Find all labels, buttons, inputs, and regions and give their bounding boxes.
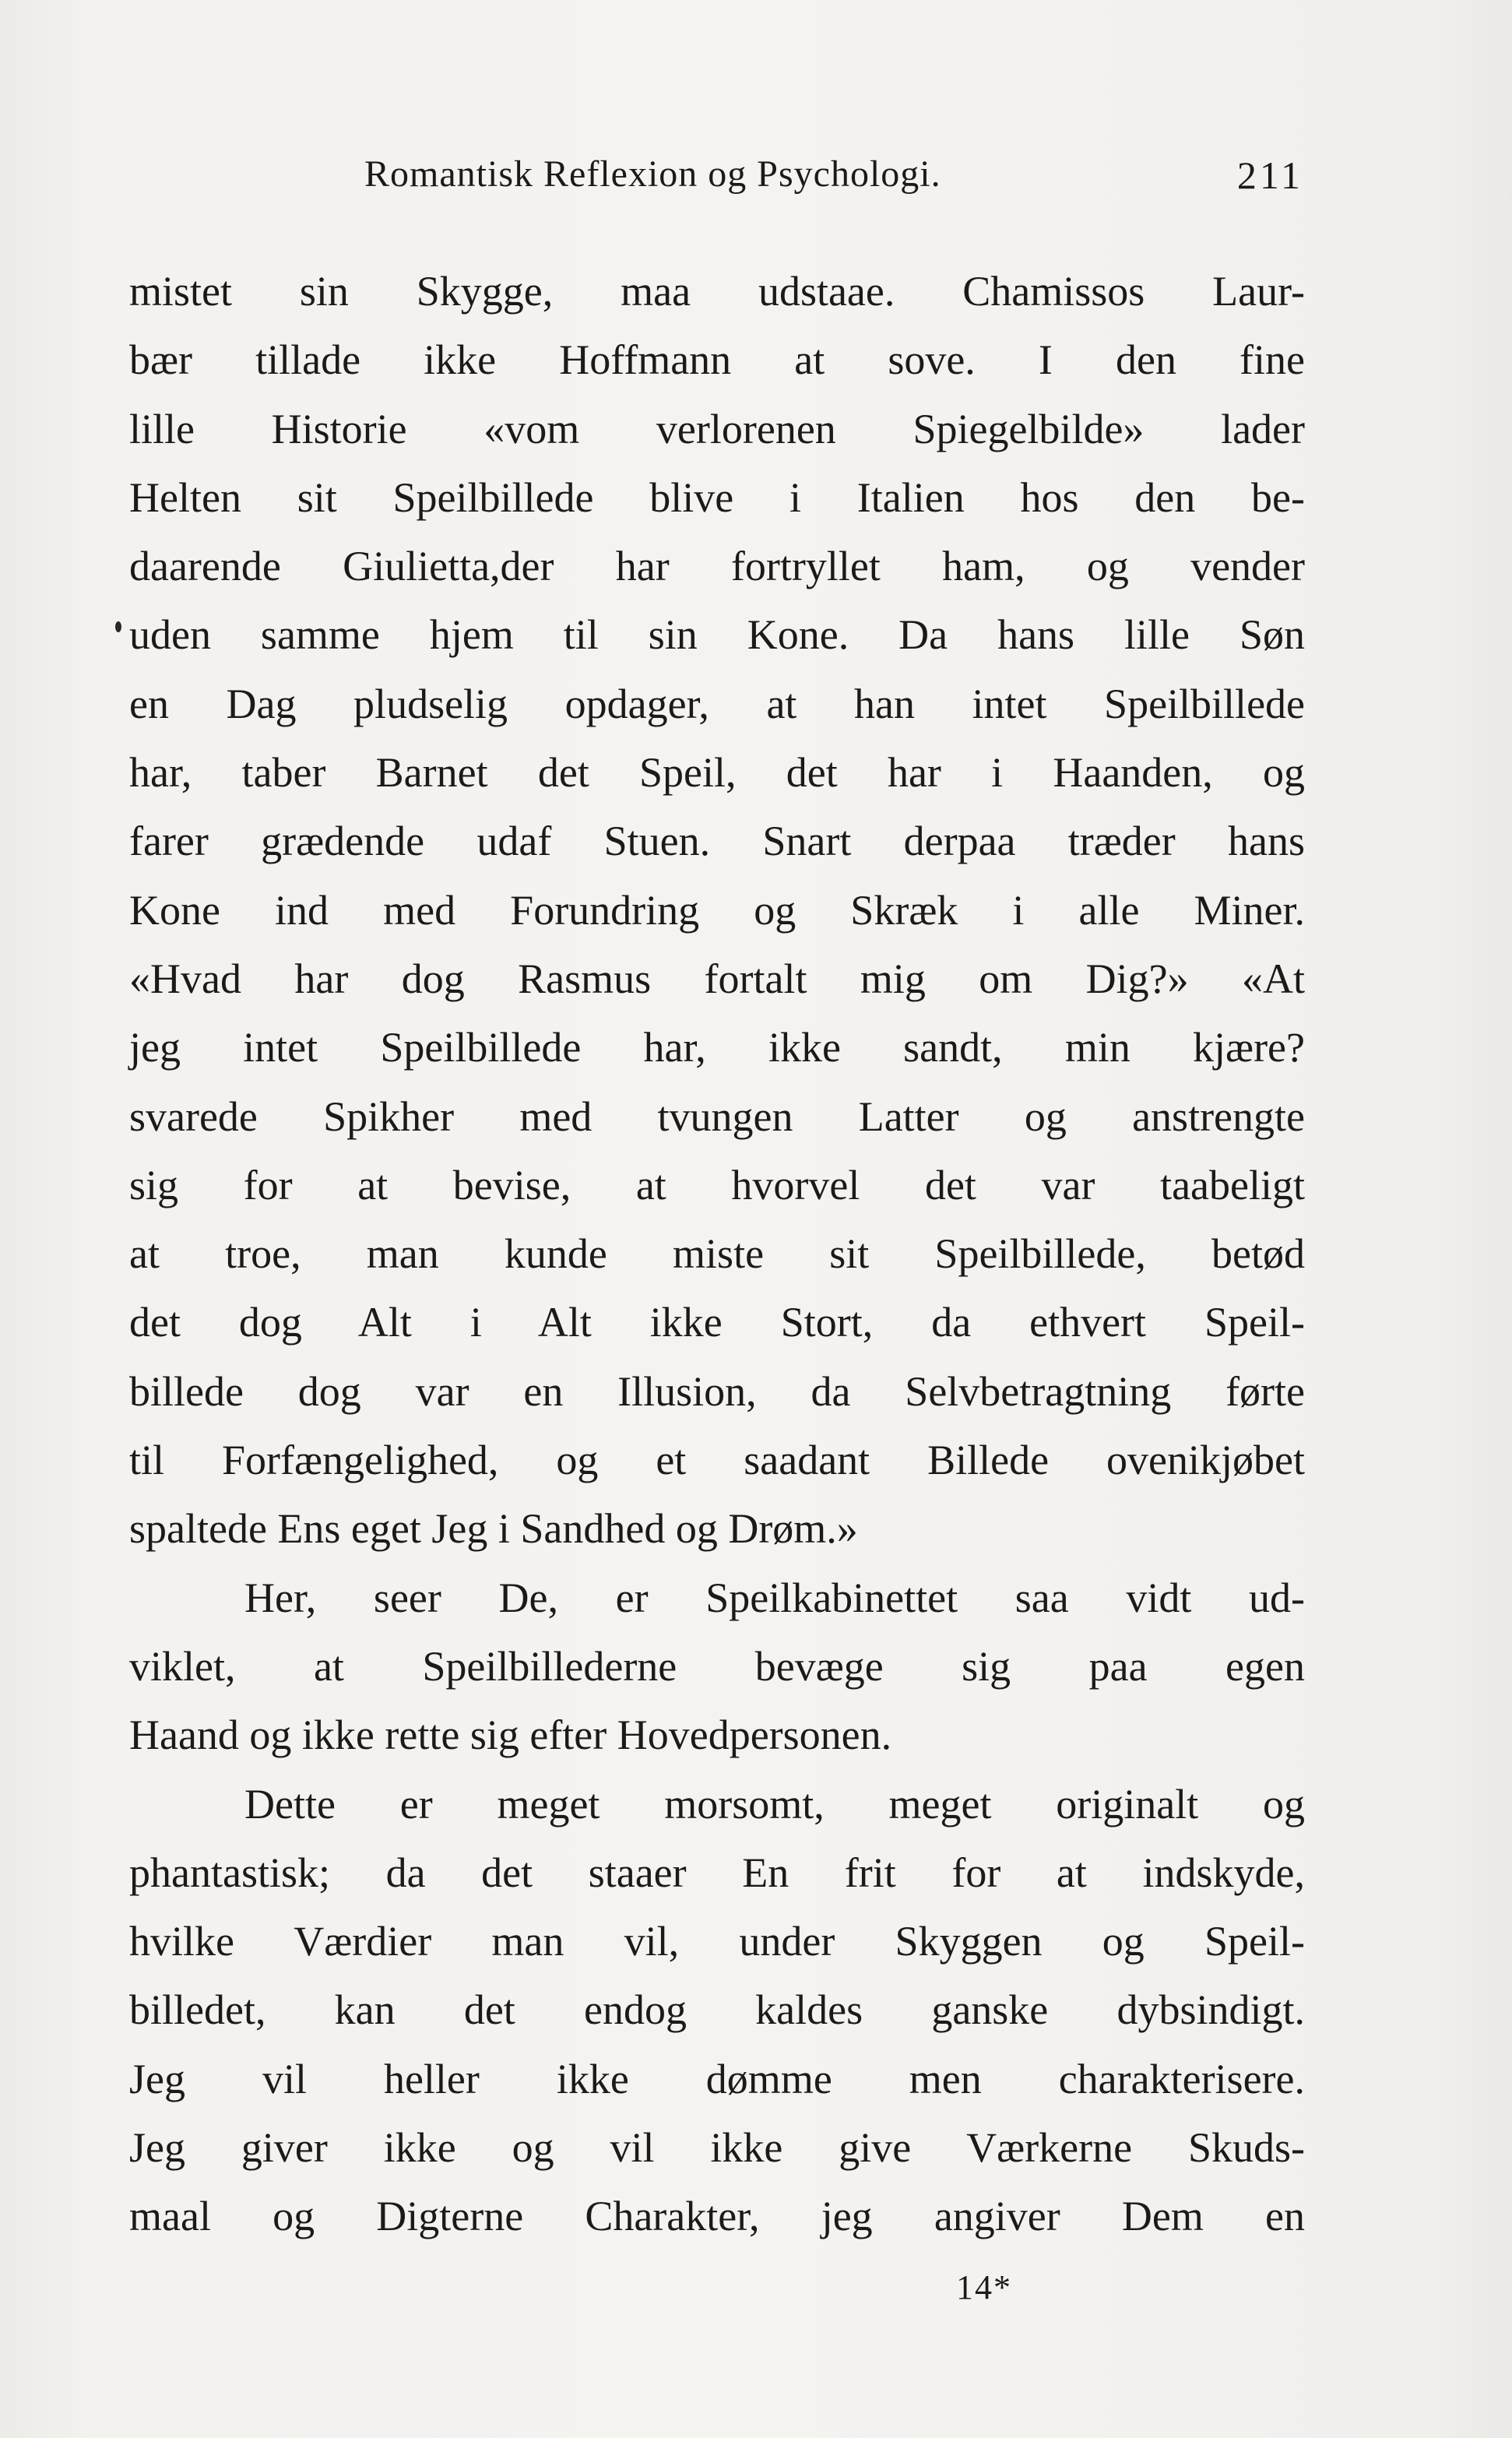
text-line: Dette er meget morsomt, meget originalt og	[244, 1780, 1305, 1828]
text-line: svarede Spikher med tvungen Latter og anstrengte	[129, 1092, 1305, 1140]
text-line: det dog Alt i Alt ikke Stort, da ethvert Speil-	[129, 1299, 1305, 1346]
text-line: maal og Digterne Charakter, jeg angiver Dem en	[129, 2193, 1305, 2240]
text-line: mistet sin Skygge, maa udstaae. Chamissos Laur-	[129, 268, 1305, 315]
text-line: Helten sit Speilbillede blive i Italien hos den be-	[129, 473, 1305, 521]
text-line: hvilke Værdier man vil, under Skyggen og Speil-	[129, 1918, 1305, 1965]
text-line: billedet, kan det endog kaldes ganske dybsindigt.	[129, 1986, 1305, 2034]
text-line: daarende Giulietta,der har fortryllet ham, og vender	[129, 543, 1305, 590]
body-text	[129, 257, 1305, 2251]
text-line: sig for at bevise, at hvorvel det var taabeligt	[129, 1161, 1305, 1208]
text-line: billede dog var en Illusion, da Selvbetragtning førte	[129, 1367, 1305, 1415]
text-line: Jeg vil heller ikke dømme men charakterisere.	[129, 2055, 1305, 2102]
text-line: Haand og ikke rette sig efter Hovedpersonen.	[129, 1712, 892, 1759]
ink-speck	[115, 621, 121, 632]
text-line: farer grædende udaf Stuen. Snart derpaa træder hans	[129, 818, 1305, 865]
signature-mark: 14*	[956, 2268, 1012, 2306]
text-line: phantastisk; da det staaer En frit for at indskyde,	[129, 1849, 1305, 1896]
text-line: uden samme hjem til sin Kone. Da hans lille Søn	[129, 611, 1305, 659]
text-line: Kone ind med Forundring og Skræk i alle Miner.	[129, 886, 1305, 934]
text-line: «Hvad har dog Rasmus fortalt mig om Dig?» «At	[129, 955, 1305, 1002]
running-title: Romantisk Reflexion og Psychologi.	[364, 153, 941, 195]
text-line: viklet, at Speilbillederne bevæge sig paa egen	[129, 1642, 1305, 1690]
page-number: 211	[1236, 153, 1303, 197]
text-line: jeg intet Speilbillede har, ikke sandt, min kjære?	[129, 1024, 1305, 1071]
text-line: Her, seer De, er Speilkabinettet saa vidt ud-	[244, 1574, 1305, 1621]
text-line: at troe, man kunde miste sit Speilbillede, betød	[129, 1230, 1305, 1278]
text-line: har, taber Barnet det Speil, det har i Haanden, og	[129, 749, 1305, 797]
text-line: lille Historie «vom verlorenen Spiegelbilde» lader	[129, 405, 1305, 452]
text-line: til Forfængelighed, og et saadant Billede ovenikjøbet	[129, 1437, 1305, 1484]
text-line: en Dag pludselig opdager, at han intet Speilbillede	[129, 680, 1305, 727]
text-line: Jeg giver ikke og vil ikke give Værkerne Skuds-	[129, 2124, 1305, 2172]
text-line: bær tillade ikke Hoffmann at sove. I den fine	[129, 336, 1305, 384]
text-line: spaltede Ens eget Jeg i Sandhed og Drøm.»	[129, 1505, 858, 1553]
